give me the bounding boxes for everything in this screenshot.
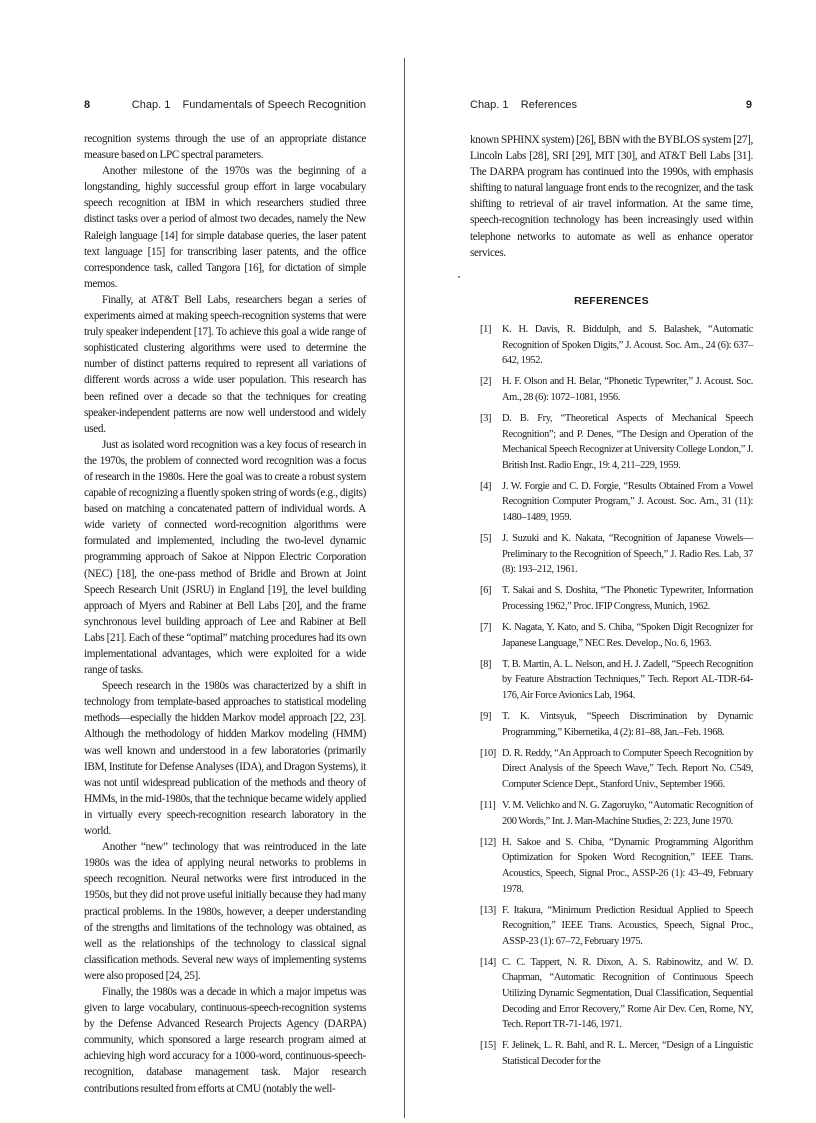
reference-item <box>480 479 753 526</box>
reference-item <box>480 709 753 740</box>
reference-number: [13] <box>480 904 496 916</box>
reference-number: [11] <box>480 800 496 812</box>
reference-text: V. M. Velichko and N. G. Zagoruyko, “Automatic Recognition of 200 Words,” Int. J. Man-Machine Studies, 2: 223, June 1970. <box>502 800 753 827</box>
reference-item <box>480 903 753 950</box>
reference-text: H. F. Olson and H. Belar, “Phonetic Typewriter,” J. Acoust. Soc. Am., 28 (6): 1072–1081, 1956. <box>502 376 753 403</box>
reference-text: F. Jelinek, L. R. Bahl, and R. L. Mercer, “Design of a Linguistic Statistical Decoder for the <box>502 1040 753 1067</box>
chapter-header-left: Chap. 1 Fundamentals of Speech Recognition <box>131 99 366 111</box>
reference-number: [15] <box>480 1040 496 1052</box>
reference-number: [12] <box>480 836 496 848</box>
chapter-header-right: Chap. 1 References <box>470 99 578 111</box>
page-number-right: 9 <box>745 99 752 111</box>
paragraph: Another “new” technology that was reintroduced in the late 1980s was the idea of applying neural networks to problems in speech recognition. Neural networks were first introduced in the 1950s, but they did not prove useful initially because they had many practical problems. In the 1980s, however, a deeper understanding of the strengths and limitations of the technology was obtained, as well as the relationships of the technology to classical signal classification methods. Several new ways of implementing systems were also proposed [24, 25]. <box>84 841 366 982</box>
right-page <box>410 0 816 1123</box>
reference-number: [2] <box>480 376 492 388</box>
reference-number: [1] <box>480 324 492 335</box>
reference-item <box>480 1038 753 1069</box>
left-page <box>0 0 400 1123</box>
reference-item <box>480 835 753 897</box>
reference-text: T. K. Vintsyuk, “Speech Discrimination by Dynamic Programming,” Kibernetika, 4 (2): 81–88, Jan.–Feb. 1968. <box>502 711 753 738</box>
paragraph: Speech research in the 1980s was characterized by a shift in technology from template-based approaches to statistical modeling methods—especially the hidden Markov model approach [22, 23]. Although the methodology of hidden Markov modeling (HMM) was well known and understood in a few laboratories (primarily IBM, Institute for Defense Analyses (IDA), and Dragon Systems), it was not until widespread publication of the methods and theory of HMMs, in the mid-1980s, that the technique became widely applied in virtually every speech-recognition research laboratory in the world. <box>84 680 366 838</box>
reference-item <box>480 322 753 369</box>
reference-text: T. B. Martin, A. L. Nelson, and H. J. Zadell, “Speech Recognition by Feature Abstraction Techniques,” Tech. Report AL-TDR-64-176, Air Force Avionics Lab, 1964. <box>502 658 753 701</box>
reference-text: T. Sakai and S. Doshita, “The Phonetic Typewriter, Information Processing 1962,” Proc. IFIP Congress, Munich, 1962. <box>502 585 753 612</box>
page-number-left: 8 <box>84 99 91 111</box>
references-list <box>480 322 753 1075</box>
right-page-header <box>470 99 752 115</box>
paragraph: Just as isolated word recognition was a key focus of research in the 1970s, the problem of connected word recognition was a focus of research in the 1980s. Here the goal was to create a robust system capable of recognizing a fluently spoken string of words (e.g., digits) based on matching a concatenated pattern of individual words. A wide variety of connected word-recognition algorithms were formulated and implemented, including the two-level dynamic programming approach of Sakoe at Nippon Electric Corporation (NEC) [18], the one-pass method of Bridle and Brown at Joint Speech Research Unit (JSRU) in England [19], the level building approach of Myers and Rabiner at Bell Labs [20], and the frame synchronous level building approach of Lee and Rabiner at Bell Labs [21]. Each of these “optimal” matching procedures had its own implementational advantages, which were exploited for a wide range of tasks. <box>84 438 366 677</box>
reference-text: J. W. Forgie and C. D. Forgie, “Results Obtained From a Vowel Recognition Computer Program,” J. Acoust. Soc. Am., 31 (11): 1480–1489, 1959. <box>502 480 753 524</box>
paragraph: Another milestone of the 1970s was the beginning of a longstanding, highly successful group effort in large vocabulary speech recognition at IBM in which researchers studied three distinct tasks over a period of almost two decades, namely the New Raleigh language [14] for simple database queries, the laser patent text language [15] for transcribing laser patents, and the office correspondence task, called Tangora [16], for dictation of simple memos. <box>84 165 366 290</box>
reference-item <box>480 374 753 405</box>
reference-item <box>480 531 753 578</box>
reference-item <box>480 583 753 614</box>
reference-text: K. Nagata, Y. Kato, and S. Chiba, “Spoken Digit Recognizer for Japanese Language,” NEC Res. Develop., No. 6, 1963. <box>502 622 753 649</box>
paragraph: known SPHINX system) [26], BBN with the BYBLOS system [27], Lincoln Labs [28], SRI [29], MIT [30], and AT&T Bell Labs [31]. The DARPA program has continued into the 1990s, with emphasis shifting to natural language front ends to the recognizer, and the task shifting to retrieval of air travel information. At the same time, speech-recognition technology has been increasingly used within telephone networks to automate as well as enhance operator services. <box>470 134 753 259</box>
reference-item <box>480 955 753 1033</box>
reference-text: J. Suzuki and K. Nakata, “Recognition of Japanese Vowels—Preliminary to the Recognition of Speech,” J. Radio Res. Lab, 37 (8): 193–212, 1961. <box>502 533 753 576</box>
paragraph: Finally, at AT&T Bell Labs, researchers began a series of experiments aimed at making speech-recognition systems that were truly speaker independent [17]. To achieve this goal a wide range of sophisticated clustering algorithms were used to determine the number of distinct patterns required to represent all variations of different words across a wide user population. This research has been refined over a decade so that the techniques for creating speaker-independent patterns are now well understood and widely used. <box>84 293 366 435</box>
reference-text: D. R. Reddy, “An Approach to Computer Speech Recognition by Direct Analysis of the Speech Wave,” Tech. Report No. C549, Computer Science Dept., Stanford Univ., September 1966. <box>502 747 753 790</box>
reference-number: [6] <box>480 585 492 597</box>
right-body-text <box>470 132 753 261</box>
reference-item <box>480 657 753 704</box>
reference-text: D. B. Fry, “Theoretical Aspects of Mechanical Speech Recognition”; and P. Denes, “The Design and Operation of the Mechanical Speech Recognizer at University College London,” J. British Inst. Radio Engr., 19: 4, 211–229, 1959. <box>502 412 753 471</box>
reference-text: C. C. Tappert, N. R. Dixon, A. S. Rabinowitz, and W. D. Chapman, “Automatic Recognition of Continuous Speech Utilizing Dynamic Segmentation, Dual Classification, Sequential Decoding and Error Recovery,” Rome Air Dev. Cen, Rome, NY, Tech. Report TR-71-146, 1971. <box>502 956 753 1031</box>
left-page-header <box>84 99 366 115</box>
references-heading: REFERENCES <box>574 295 649 307</box>
book-spine-line <box>404 58 405 1118</box>
reference-number: [10] <box>480 747 496 759</box>
reference-number: [14] <box>480 956 496 968</box>
reference-number: [4] <box>480 480 492 492</box>
reference-text: K. H. Davis, R. Biddulph, and S. Balashek, “Automatic Recognition of Spoken Digits,” J. Acoust. Soc. Am., 24 (6): 637–642, 1952. <box>502 324 753 367</box>
reference-text: F. Itakura, “Minimum Prediction Residual Applied to Speech Recognition,” IEEE Trans. Acoustics, Speech, Signal Proc., ASSP-23 (1): 67–72, February 1975. <box>502 904 753 947</box>
reference-number: [3] <box>480 412 492 424</box>
paragraph: recognition systems through the use of an appropriate distance measure based on LPC spectral parameters. <box>84 133 366 162</box>
reference-item <box>480 411 753 473</box>
reference-item <box>480 620 753 651</box>
reference-number: [7] <box>480 622 492 634</box>
reference-number: [5] <box>480 533 492 545</box>
scan-speck <box>458 276 460 278</box>
left-body-text <box>84 131 366 1097</box>
reference-text: H. Sakoe and S. Chiba, “Dynamic Programming Algorithm Optimization for Spoken Word Recognition,” IEEE Trans. Acoustics, Speech, Signal Proc., ASSP-26 (1): 43–49, February 1978. <box>502 836 753 895</box>
reference-number: [9] <box>480 711 492 723</box>
reference-number: [8] <box>480 658 492 670</box>
paragraph: Finally, the 1980s was a decade in which a major impetus was given to large vocabulary, continuous-speech-recognition systems by the Defense Advanced Research Projects Agency (DARPA) community, which sponsored a large research program aimed at achieving high word accuracy for a 1000-word, continuous-speech-recognition, database management task. Major research contributions resulted from efforts at CMU (notably the well- <box>84 985 366 1095</box>
reference-item <box>480 798 753 829</box>
reference-item <box>480 746 753 793</box>
